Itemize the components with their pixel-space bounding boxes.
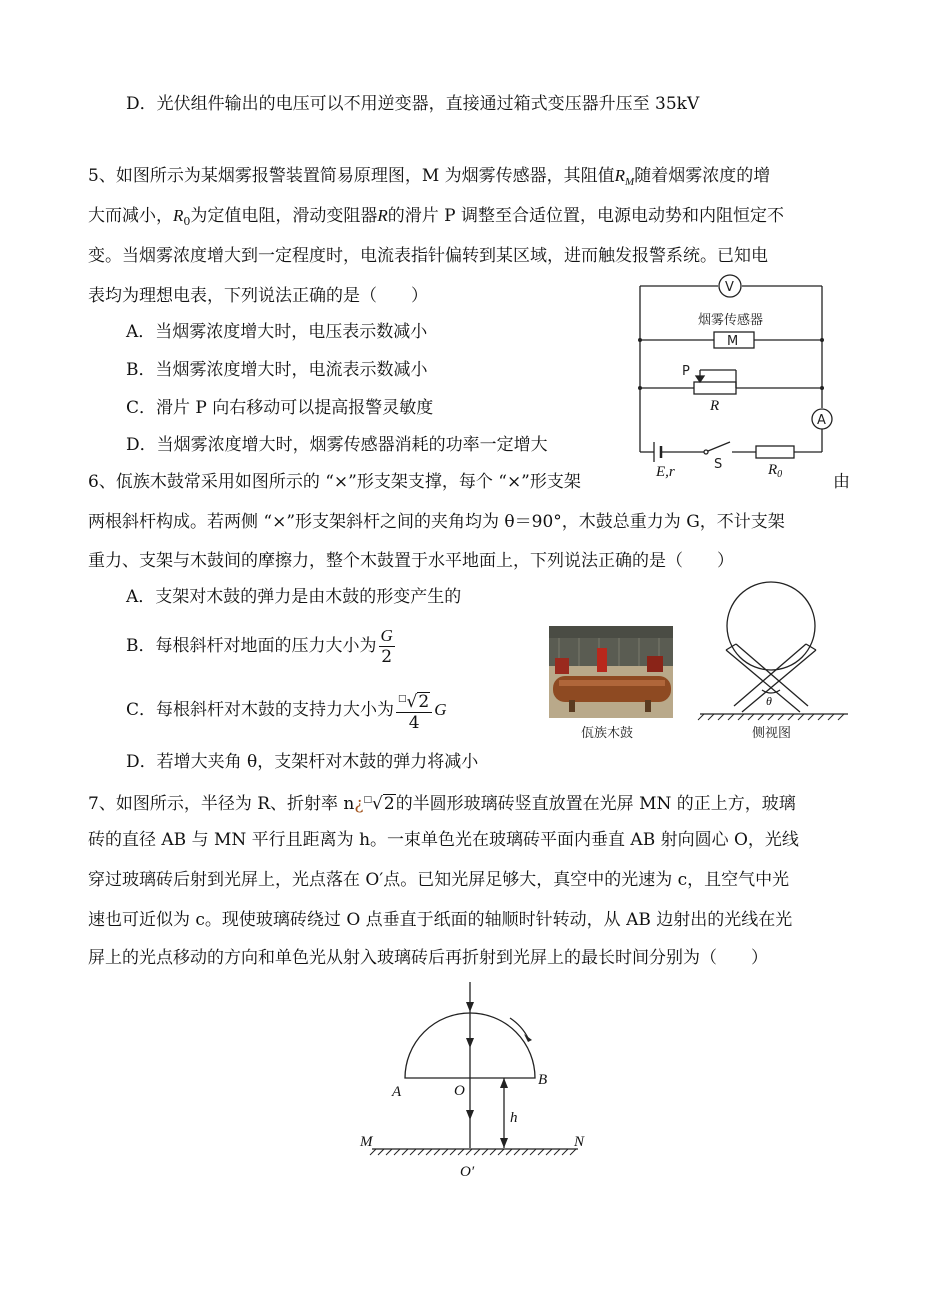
q5-er-label: E,r	[656, 464, 675, 480]
q6-line-1	[88, 468, 858, 496]
q5-l2c: 的滑片 P 调整至合适位置，电源电动势和内阻恒定不	[387, 206, 785, 226]
q6-option-d: D．若增大夹角 θ，支架杆对木鼓的弹力将减小	[126, 752, 479, 772]
q6-side-view-diagram	[696, 578, 852, 723]
q5-l2a: 大而减小，	[88, 206, 173, 226]
q5-option-c: C．滑片 P 向右移动可以提高报警灵敏度	[126, 398, 434, 418]
q6-line-3: 重力、支架与木鼓间的摩擦力，整个木鼓置于水平地面上，下列说法正确的是（ ）	[88, 551, 734, 571]
q5-r-label: R	[710, 398, 720, 414]
q7-line-2: 砖的直径 AB 与 MN 平行且距离为 h。一束单色光在玻璃砖平面内垂直 AB 射向圆心 O，光线	[88, 830, 799, 850]
q7-o-label: O	[454, 1083, 465, 1099]
q5-option-d: D．当烟雾浓度增大时，烟雾传感器消耗的功率一定增大	[126, 435, 548, 455]
q5-line-1	[88, 162, 770, 190]
q7-line-5: 屏上的光点移动的方向和单色光从射入玻璃砖后再折射到光屏上的最长时间分别为（ ）	[88, 948, 768, 968]
q7-line-3: 穿过玻璃砖后射到光屏上，光点落在 O′点。已知光屏足够大，真空中的光速为 c，且空气中光	[88, 870, 790, 890]
q6-drum-photo	[549, 626, 673, 718]
q7-m-label: M	[360, 1134, 373, 1150]
q5-voltmeter-label: V	[725, 280, 734, 295]
q5-r0-label: $R_0$	[768, 462, 783, 480]
q6-option-a: A．支架对木鼓的弹力是由木鼓的形变产生的	[126, 587, 462, 607]
q7-a-label: A	[392, 1084, 402, 1100]
q6-theta-label: θ	[766, 694, 772, 708]
q5-l1a: 5、如图所示为某烟雾报警装置简易原理图，M 为烟雾传感器，其阻值	[88, 166, 615, 186]
q6-side-view-caption: 侧视图	[752, 726, 792, 741]
q7-glass-diagram	[352, 978, 592, 1188]
q6-option-c: C．每根斜杆对木鼓的支持力大小为 $\frac{^□√2}{4}$ G	[126, 684, 446, 736]
q7-qmark: ¿	[354, 794, 364, 814]
q5-r0: R	[173, 206, 184, 225]
q5-line-2	[88, 202, 784, 230]
q7-n-label: N	[574, 1134, 585, 1150]
q6-c-fraction: $\frac{^□√2}{4}$	[396, 689, 432, 733]
q7-b-label: B	[538, 1072, 548, 1088]
q5-s-label: S	[714, 457, 723, 472]
q5-sensor-label: 烟雾传感器	[698, 313, 764, 328]
q7-line-4: 速也可近似为 c。现使玻璃砖绕过 O 点垂直于纸面的轴顺时针转动，从 AB 边射出的光线在光	[88, 910, 793, 930]
q4-option-d: D．光伏组件输出的电压可以不用逆变器，直接通过箱式变压器升压至 35kV	[126, 94, 700, 114]
q5-option-a: A．当烟雾浓度增大时，电压表示数减小	[126, 322, 428, 342]
q5-option-b: B．当烟雾浓度增大时，电流表示数减小	[126, 360, 428, 380]
q5-line-4: 表均为理想电表，下列说法正确的是（ ）	[88, 286, 428, 306]
q5-l1b: 随着烟雾浓度的增	[634, 166, 771, 186]
q5-p-label: P	[682, 364, 690, 379]
q5-rm: R	[614, 166, 626, 185]
q7-line-1: 7、如图所示，半径为 R、折射率 n¿□√2的半圆形玻璃砖竖直放置在光屏 MN 的正上方，玻璃	[88, 794, 796, 814]
q7-h-label: h	[510, 1110, 518, 1126]
q5-ammeter-label: A	[817, 413, 826, 428]
q5-m-label: M	[727, 334, 739, 349]
q6-l1b: 由	[833, 472, 850, 492]
q6-option-b: B．每根斜杆对地面的压力大小为 $\frac{G}{2}$	[126, 626, 393, 667]
q6-photo-caption: 佤族木鼓	[581, 726, 634, 741]
q5-circuit-diagram	[630, 272, 840, 482]
q5-r0-sub: 0	[183, 215, 191, 228]
q7-o-prime-label: O′	[460, 1164, 475, 1180]
q5-line-3: 变。当烟雾浓度增大到一定程度时，电流表指针偏转到某区域，进而触发报警系统。已知电	[88, 246, 768, 266]
q5-r: R	[377, 206, 388, 225]
q5-l2b: 为定值电阻，滑动变阻器	[190, 206, 378, 226]
q5-rm-sub: M	[625, 176, 635, 188]
q6-b-fraction: $\frac{G}{2}$	[380, 626, 393, 667]
q6-line-2: 两根斜杆构成。若两侧 “×”形支架斜杆之间的夹角均为 θ＝90°，木鼓总重力为 G，不计支架	[88, 512, 785, 532]
q6-l1a: 6、佤族木鼓常采用如图所示的 “×”形支架支撑，每个 “×”形支架	[88, 472, 581, 492]
